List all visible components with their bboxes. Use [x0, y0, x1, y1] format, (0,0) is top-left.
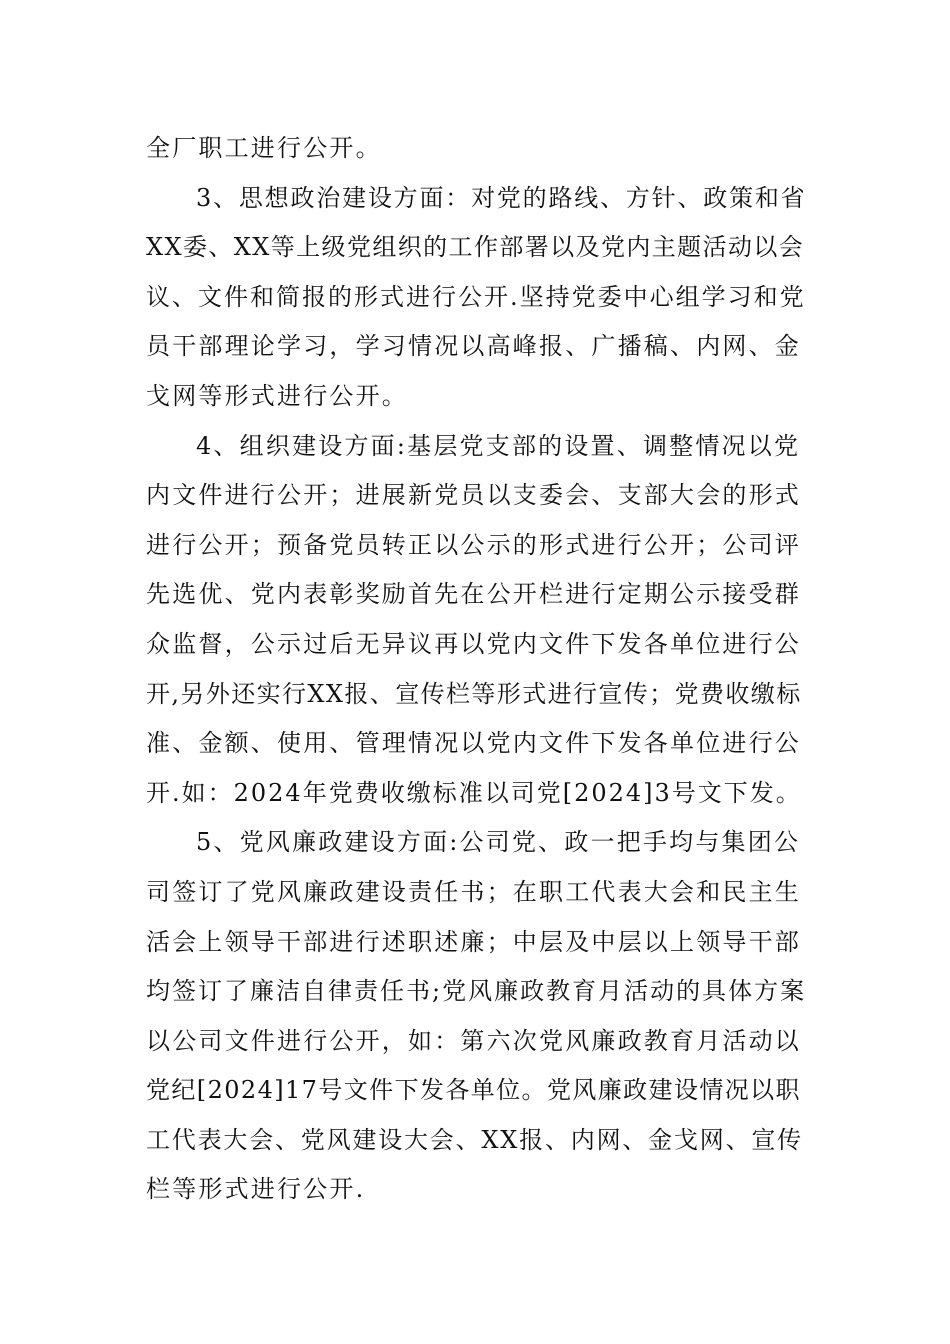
paragraph-5-line-7: 工代表大会、党风建设大会、XX报、内网、金戈网、宣传	[146, 1125, 803, 1154]
paragraph-4-line-1: 4、组织建设方面:基层党支部的设置、调整情况以党	[196, 431, 801, 460]
paragraph-4-line-7: 准、金额、使用、管理情况以党内文件下发各单位进行公	[146, 729, 801, 758]
paragraph-4-line-3: 进行公开；预备党员转正以公示的形式进行公开；公司评	[146, 530, 801, 559]
paragraph-4-line-6: 开,另外还实行XX报、宣传栏等形式进行宣传；党费收缴标	[146, 679, 802, 708]
paragraph-4-line-8: 开.如：2024年党费收缴标准以司党[2024]3号文下发。	[146, 778, 802, 807]
paragraph-4-line-5: 众监督，公示过后无异议再以党内文件下发各单位进行公	[146, 629, 801, 658]
paragraph-3-line-2: XX委、XX等上级党组织的工作部署以及党内主题活动以会	[146, 233, 805, 262]
paragraph-3-line-4: 员干部理论学习，学习情况以高峰报、广播稿、内网、金	[146, 332, 801, 361]
paragraph-5-line-1: 5、党风廉政建设方面:公司党、政一把手均与集团公	[196, 828, 801, 857]
body-text	[146, 124, 806, 1215]
paragraph-3-line-1: 3、思想政治建设方面：对党的路线、方针、政策和省	[196, 183, 807, 212]
text-line-1: 全厂职工进行公开。	[146, 134, 382, 162]
paragraph-5-line-2: 司签订了党风廉政建设责任书；在职工代表大会和民主生	[146, 877, 801, 906]
paragraph-4-line-4: 先选优、党内表彰奖励首先在公开栏进行定期公示接受群	[146, 580, 801, 609]
paragraph-5-line-8: 栏等形式进行公开.	[146, 1175, 366, 1204]
paragraph-4-line-2: 内文件进行公开；进展新党员以支委会、支部大会的形式	[146, 481, 801, 510]
paragraph-5-line-4: 均签订了廉洁自律责任书;党风廉政教育月活动的具体方案	[146, 977, 807, 1006]
paragraph-5-line-6: 党纪[2024]17号文件下发各单位。党风廉政建设情况以职	[146, 1076, 801, 1105]
paragraph-3-line-3: 议、文件和简报的形式进行公开.坚持党委中心组学习和党	[146, 282, 806, 311]
paragraph-3-line-5: 戈网等形式进行公开。	[146, 381, 408, 410]
paragraph-5-line-5: 以公司文件进行公开，如：第六次党风廉政教育月活动以	[146, 1026, 801, 1055]
paragraph-5-line-3: 活会上领导干部进行述职述廉；中层及中层以上领导干部	[146, 927, 801, 956]
